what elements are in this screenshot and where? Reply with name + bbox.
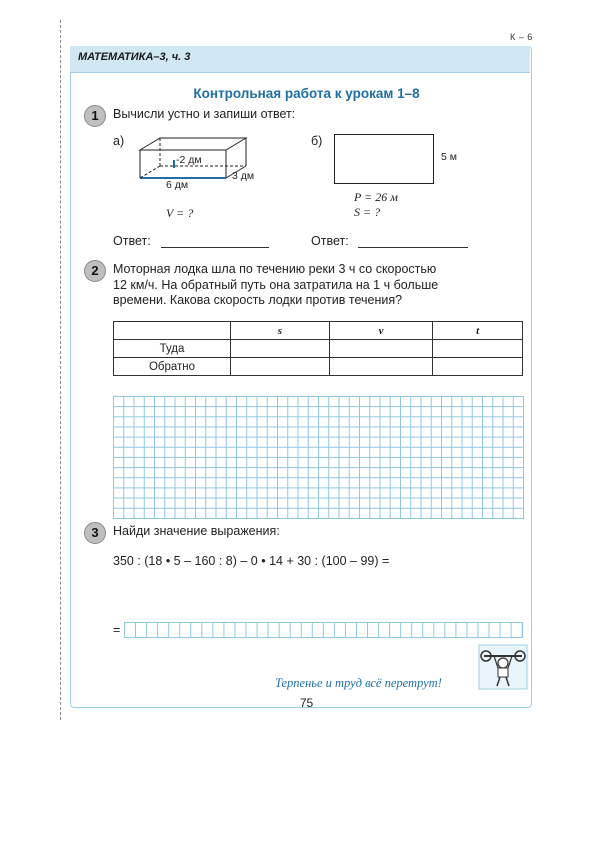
task-2-line: Моторная лодка шла по течению реки 3 ч со скоростью: [113, 262, 437, 276]
answer-cells[interactable]: [124, 622, 523, 638]
task-2-number: 2: [84, 260, 106, 282]
volume-question: V = ?: [166, 206, 194, 220]
task-3-prompt: Найди значение выражения:: [113, 524, 280, 538]
table-cell[interactable]: [231, 358, 330, 376]
page-code: К – 6: [510, 32, 533, 42]
table-row: [114, 358, 523, 376]
perimeter-given: P = 26 м: [354, 190, 398, 204]
answer-a-line[interactable]: [161, 247, 269, 248]
table-header-distance: s: [231, 322, 330, 340]
task-2-line: 12 км/ч. На обратный путь она затратила на 1 ч больше: [113, 277, 439, 292]
table-header-row: [114, 322, 523, 340]
area-question: S = ?: [354, 205, 381, 219]
motion-table: [113, 321, 523, 376]
row-label-back: Обратно: [114, 358, 231, 376]
subject-label: МАТЕМАТИКА–3, ч. 3: [78, 51, 191, 63]
answer-a-label: Ответ:: [113, 234, 151, 248]
task-3-number: 3: [84, 522, 106, 544]
task-1b-label: б): [311, 134, 323, 148]
task-2-text: [113, 262, 533, 309]
row-label-there: Туда: [114, 340, 231, 358]
task-3-expression: 350 : (18 • 5 – 160 : 8) – 0 • 14 + 30 : (100 – 99) =: [113, 554, 390, 568]
answer-b-line[interactable]: [358, 247, 468, 248]
table-cell[interactable]: [329, 340, 432, 358]
cut-line: [60, 20, 61, 720]
rectangle-side-label: 5 м: [441, 151, 457, 163]
box-height-label: -2 дм: [176, 154, 202, 166]
task-2-line: времени. Какова скорость лодки против течения?: [113, 293, 403, 307]
box-length-label: 6 дм: [166, 179, 189, 191]
task-1a-label: а): [113, 134, 125, 148]
weightlifter-icon: [478, 644, 528, 690]
table-row: [114, 340, 523, 358]
rectangle-figure: [334, 134, 434, 184]
task-1-number: 1: [84, 105, 106, 127]
motto: Терпенье и труд всё перетрут!: [275, 676, 442, 690]
table-cell[interactable]: [329, 358, 432, 376]
table-cell[interactable]: [433, 358, 523, 376]
table-header-time: t: [433, 322, 523, 340]
table-cell[interactable]: [231, 340, 330, 358]
answer-b-label: Ответ:: [311, 234, 349, 248]
box-width-label: 3 дм: [232, 170, 255, 182]
answer-equals: =: [113, 623, 121, 637]
table-cell[interactable]: [433, 340, 523, 358]
page-title: Контрольная работа к урокам 1–8: [193, 86, 420, 101]
table-header-blank: [114, 322, 231, 340]
grid-workspace[interactable]: [113, 396, 524, 519]
table-header-speed: v: [329, 322, 432, 340]
task-1-prompt: Вычисли устно и запиши ответ:: [113, 107, 296, 121]
page-number: 75: [299, 696, 314, 710]
